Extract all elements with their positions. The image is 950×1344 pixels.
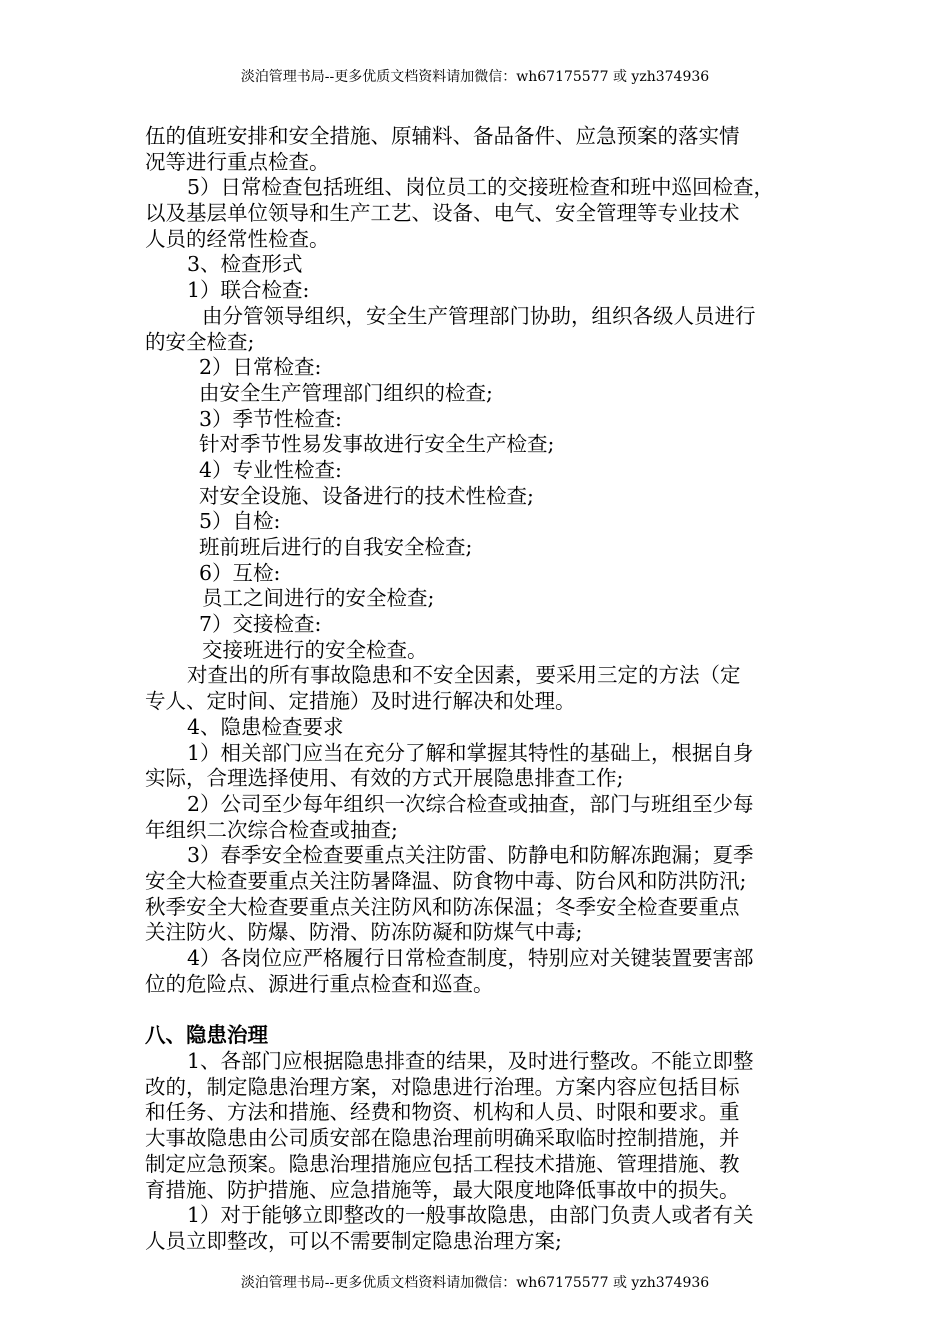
document-body [145, 124, 810, 1255]
text-line: 4）专业性检查: [199, 457, 342, 482]
text-line: 3）春季安全检查要重点关注防雷、防静电和防解冻跑漏；夏季 [187, 843, 754, 868]
text-line: 伍的值班安排和安全措施、原辅料、备品备件、应急预案的落实情 [145, 124, 740, 148]
text-line: 4）各岗位应严格履行日常检查制度，特别应对关键装置要害部 [187, 946, 754, 970]
text-line: 以及基层单位领导和生产工艺、设备、电气、安全管理等专业技术 [145, 201, 740, 226]
text-line: 1）联合检查: [187, 278, 310, 303]
text-line: 人员立即整改，可以不需要制定隐患治理方案; [145, 1228, 562, 1253]
text-line: 和任务、方法和措施、经费和物资、机构和人员、时限和要求。重 [145, 1100, 740, 1125]
subsection-title: 4、隐患检查要求 [187, 714, 344, 739]
section-heading: 八、隐患治理 [145, 1023, 268, 1048]
text-line: 大事故隐患由公司质安部在隐患治理前明确采取临时控制措施，并 [145, 1126, 740, 1151]
text-line: 5）日常检查包括班组、岗位员工的交接班检查和班中巡回检查， [187, 175, 775, 200]
text-line: 7）交接检查: [199, 612, 322, 637]
text-line: 关注防火、防爆、防滑、防冻防凝和防煤气中毒; [145, 920, 583, 945]
text-line: 的安全检查; [145, 329, 255, 354]
text-line: 3）季节性检查: [199, 406, 342, 431]
text-line: 员工之间进行的安全检查; [202, 586, 435, 611]
text-line: 班前班后进行的自我安全检查; [199, 535, 473, 559]
text-line: 实际，合理选择使用、有效的方式开展隐患排查工作; [145, 766, 624, 791]
text-line: 2）日常检查: [199, 355, 322, 380]
text-line: 安全大检查要重点关注防暑降温、防食物中毒、防台风和防洪防汛; [145, 868, 747, 893]
text-line: 由安全生产管理部门组织的检查; [199, 380, 493, 405]
text-line: 交接班进行的安全检查。 [202, 637, 428, 662]
text-line: 对安全设施、设备进行的技术性检查; [199, 483, 534, 508]
text-line: 2）公司至少每年组织一次综合检查或抽查，部门与班组至少每 [187, 791, 754, 816]
text-line: 由分管领导组织，安全生产管理部门协助，组织各级人员进行 [202, 303, 756, 328]
page-header: 淡泊管理书局--更多优质文档资料请加微信：wh67175577 或 yzh374936 [240, 69, 710, 85]
text-line: 专人、定时间、定措施）及时进行解决和处理。 [145, 689, 576, 714]
text-line: 位的危险点、源进行重点检查和巡查。 [145, 971, 494, 996]
text-line: 1）对于能够立即整改的一般事故隐患，由部门负责人或者有关 [187, 1203, 754, 1228]
text-line: 况等进行重点检查。 [145, 149, 330, 174]
text-line: 制定应急预案。隐患治理措施应包括工程技术措施、管理措施、教 [145, 1151, 740, 1176]
text-line: 针对季节性易发事故进行安全生产检查; [199, 432, 555, 457]
text-line: 年组织二次综合检查或抽查; [145, 817, 398, 842]
subsection-title: 3、检查形式 [187, 252, 303, 277]
text-line: 改的，制定隐患治理方案，对隐患进行治理。方案内容应包括目标 [145, 1074, 740, 1099]
text-line: 6）互检: [199, 560, 281, 585]
text-line: 1）相关部门应当在充分了解和掌握其特性的基础上，根据自身 [187, 740, 754, 765]
text-line: 人员的经常性检查。 [145, 226, 330, 251]
text-line: 育措施、防护措施、应急措施等，最大限度地降低事故中的损失。 [145, 1177, 740, 1202]
text-line: 秋季安全大检查要重点关注防风和防冻保温；冬季安全检查要重点 [145, 894, 740, 919]
page-footer: 淡泊管理书局--更多优质文档资料请加微信：wh67175577 或 yzh374936 [240, 1275, 710, 1291]
text-line: 1、各部门应根据隐患排查的结果，及时进行整改。不能立即整 [187, 1049, 754, 1074]
text-line: 5）自检: [199, 509, 281, 534]
text-line: 对查出的所有事故隐患和不安全因素，要采用三定的方法（定 [187, 663, 741, 688]
